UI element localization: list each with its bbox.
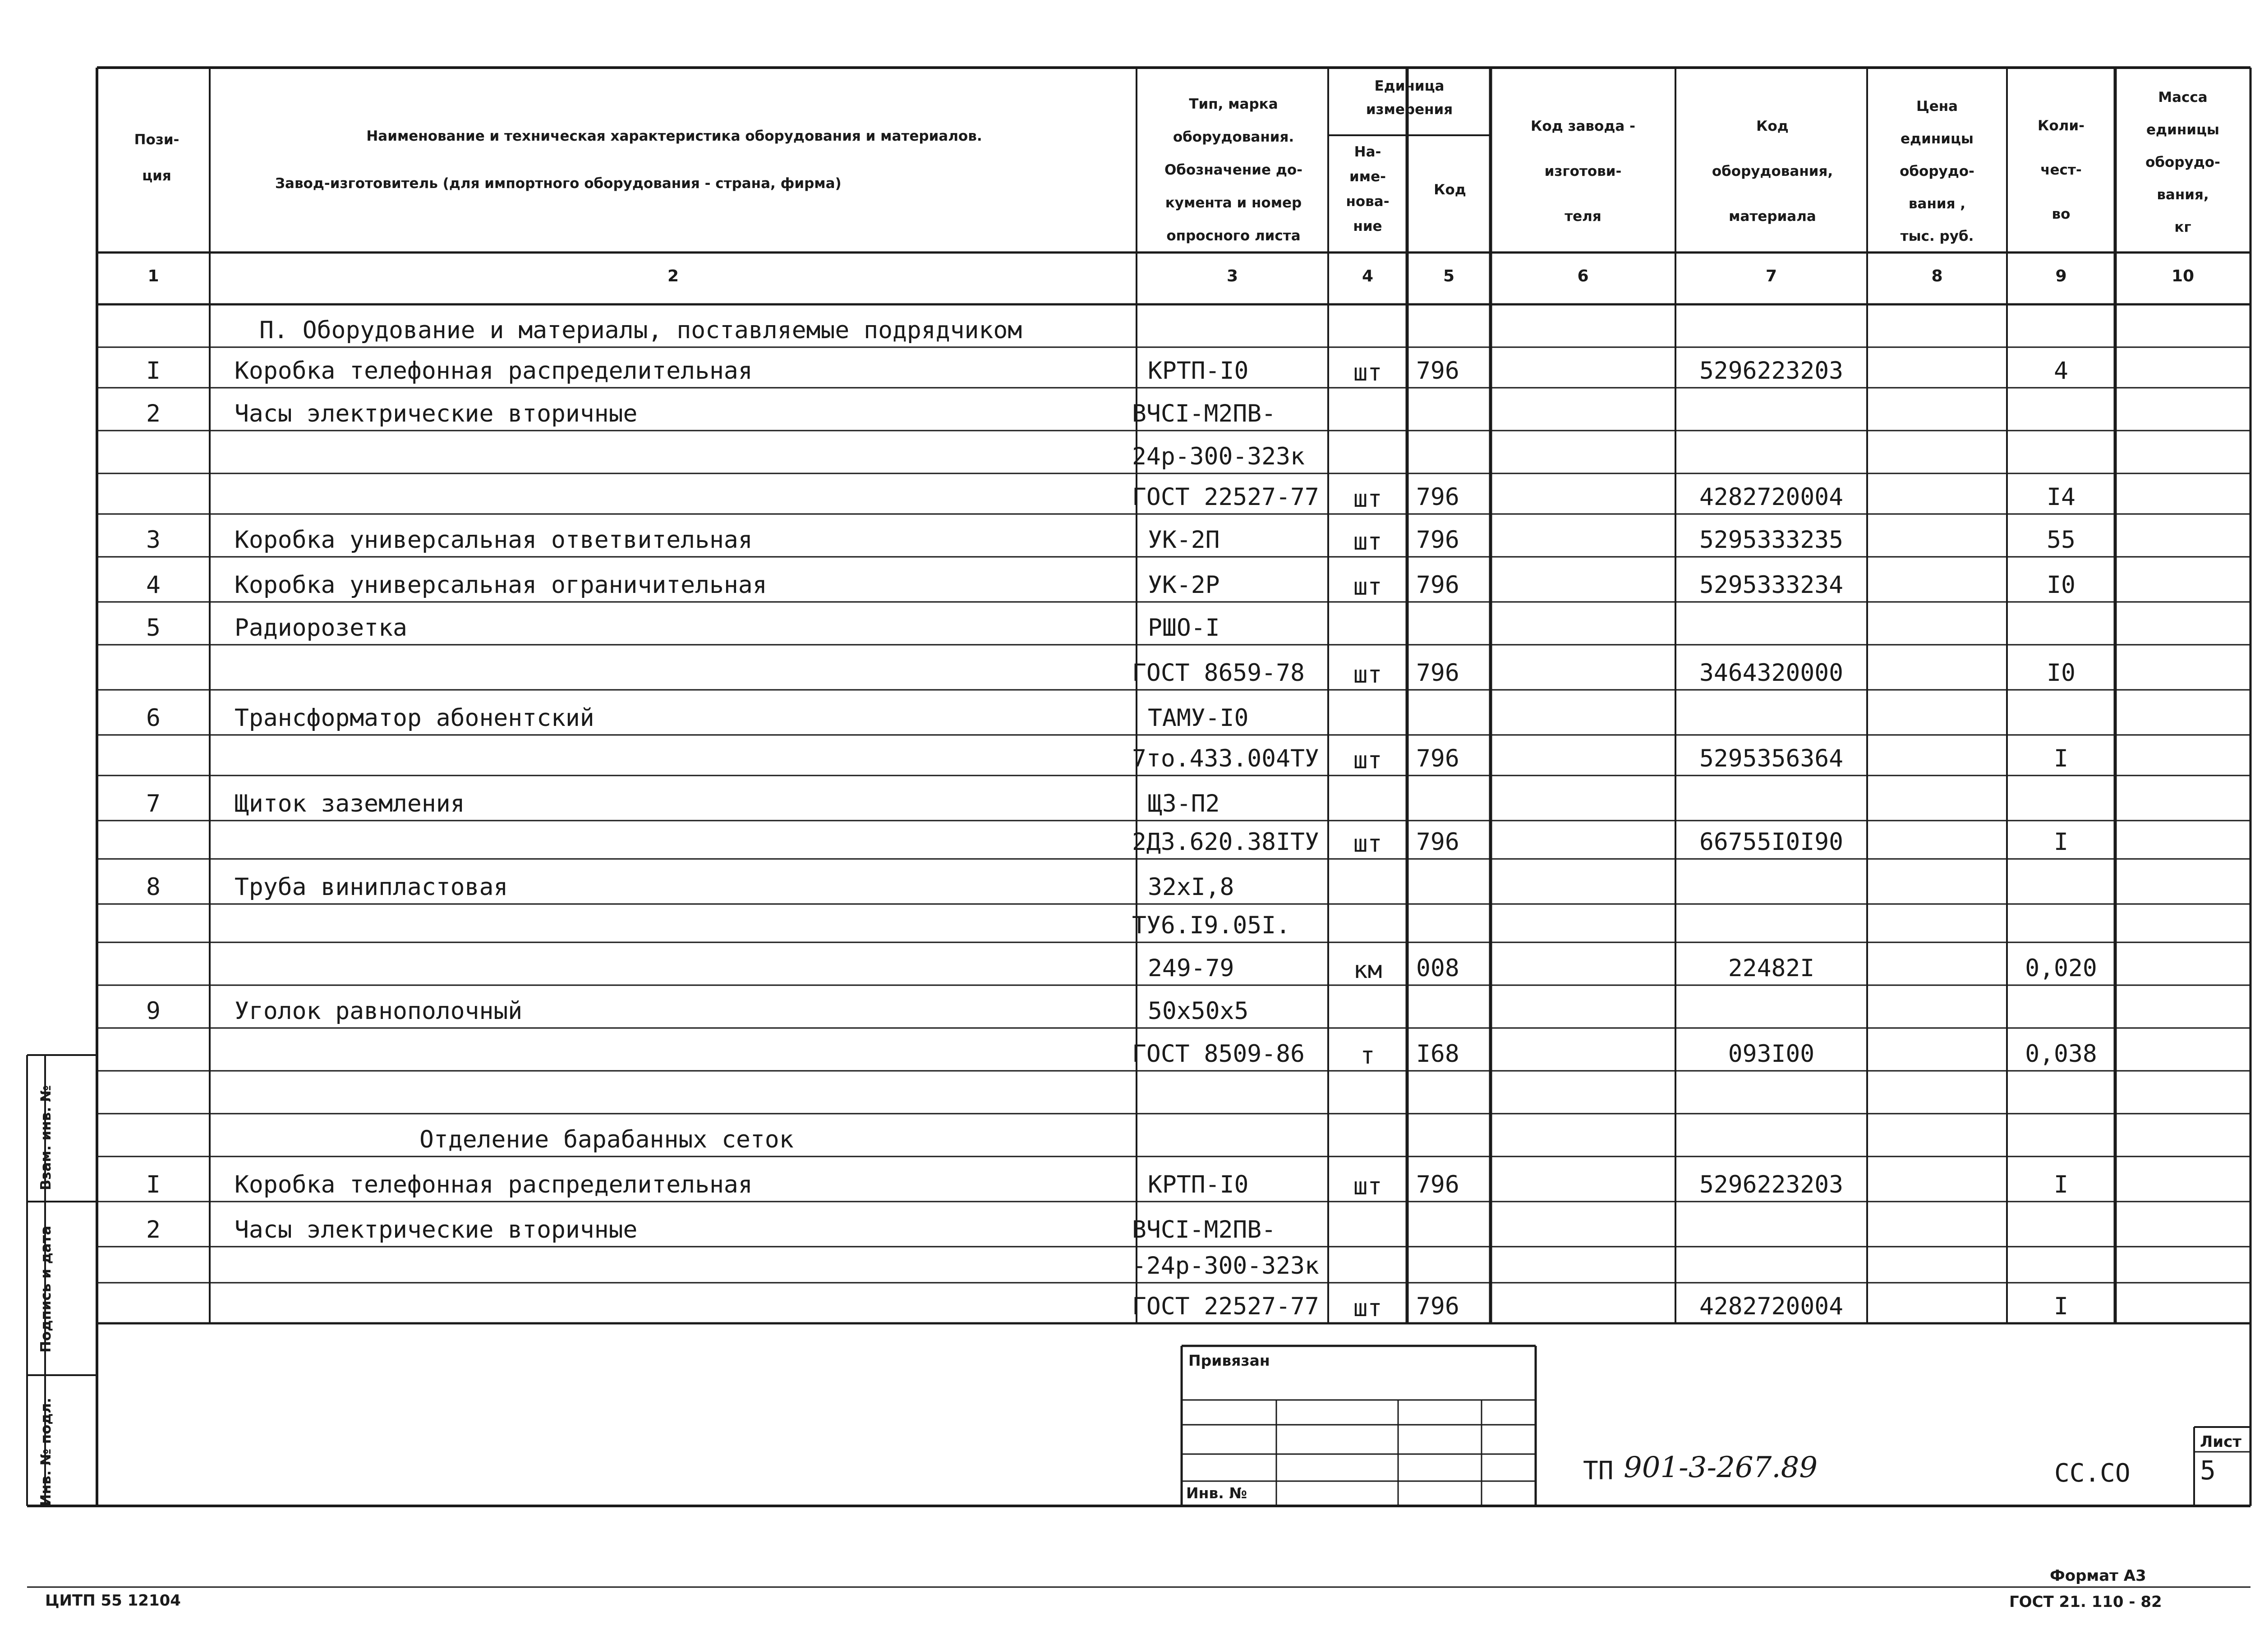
column-number: 8 <box>1931 267 1943 285</box>
header-col10-line: Масса <box>2158 89 2208 106</box>
row-type: -24р-300-323к <box>1132 1252 1319 1280</box>
header-col10-line: кг <box>2174 219 2191 235</box>
row-material-code: 5295356364 <box>1699 745 1844 772</box>
header-col9 <box>2007 104 2115 236</box>
column-number: 7 <box>1765 267 1777 285</box>
row-type: 24р-300-323к <box>1132 443 1305 470</box>
row-name: Уголок равнополочный <box>235 997 523 1025</box>
row-name: Часы электрические вторичные <box>235 400 638 427</box>
header-col6-line: Код завода - <box>1531 118 1635 134</box>
row-position: 3 <box>146 526 161 554</box>
header-col10-line: единицы <box>2146 122 2219 138</box>
header-col2-line: Наименование и техническая характеристика оборудования и материалов. <box>366 128 982 144</box>
row-name: Трансформатор абонентский <box>235 704 594 732</box>
header-col1 <box>104 122 210 194</box>
row-unit: шт <box>1353 359 1382 386</box>
header-col1-line: Пози- <box>134 132 179 148</box>
row-name: Коробка универсальная ограничительная <box>235 571 767 599</box>
header-col10 <box>2117 81 2248 243</box>
stamp-doc-number: 901-3-267.89 <box>1624 1451 1818 1484</box>
row-position: 9 <box>146 997 161 1025</box>
row-material-code: 66755I0I90 <box>1699 828 1844 856</box>
row-unit: шт <box>1353 747 1382 774</box>
header-col2-line: Завод-изготовитель (для импортного оборудования - страна, фирма) <box>275 175 842 192</box>
row-position: 2 <box>146 400 161 427</box>
side-label-podpis-data: Подпись и дата <box>38 1225 54 1353</box>
column-number: 6 <box>1577 267 1589 285</box>
header-col6 <box>1491 104 1675 239</box>
row-material-code: 5295333234 <box>1699 571 1844 599</box>
header-unit-group <box>1330 74 1488 121</box>
header-col9-line: чест- <box>2040 162 2082 178</box>
row-unit-code: I68 <box>1416 1040 1459 1068</box>
row-quantity: 4 <box>2054 357 2068 385</box>
row-type: 32хI,8 <box>1148 873 1234 901</box>
row-unit: шт <box>1353 485 1382 513</box>
header-col5: Код <box>1434 182 1466 198</box>
header-col3-line: Обозначение до- <box>1164 162 1303 178</box>
row-name: Отделение барабанных сеток <box>419 1126 794 1153</box>
row-unit-code: 796 <box>1416 571 1459 599</box>
row-unit-code: 008 <box>1416 954 1459 982</box>
row-name: Коробка телефонная распределительная <box>235 357 753 385</box>
row-material-code: 5296223203 <box>1699 357 1844 385</box>
header-col2 <box>212 113 1137 207</box>
stamp-inv-number: Инв. № <box>1186 1484 1247 1502</box>
row-unit-code: 796 <box>1416 1293 1459 1320</box>
row-unit: шт <box>1353 1173 1382 1200</box>
header-col6-line: изготови- <box>1544 163 1622 179</box>
row-quantity: I0 <box>2047 659 2076 687</box>
header-col4-line: име- <box>1349 169 1386 185</box>
row-type: 50х50х5 <box>1148 997 1249 1025</box>
header-col1-line: ция <box>142 168 171 184</box>
row-unit-code: 796 <box>1416 745 1459 772</box>
row-material-code: 5296223203 <box>1699 1171 1844 1198</box>
header-col10-line: оборудо- <box>2145 154 2220 170</box>
row-material-code: 22482I <box>1728 954 1815 982</box>
stamp-sheet-number: 5 <box>2200 1455 2216 1486</box>
row-type: УК-2П <box>1148 526 1220 554</box>
row-type: ВЧСI-М2ПВ- <box>1132 400 1276 427</box>
header-col4-line: ние <box>1353 218 1382 234</box>
row-type: ГОСТ 8659-78 <box>1132 659 1305 687</box>
row-type: ГОСТ 8509-86 <box>1132 1040 1305 1068</box>
row-unit: км <box>1353 956 1382 984</box>
header-col7-line: материала <box>1729 208 1816 225</box>
header-col8-line: вания , <box>1908 196 1966 212</box>
row-name: Радиорозетка <box>235 614 407 642</box>
row-position: 5 <box>146 614 161 642</box>
header-col9-line: Коли- <box>2038 118 2085 134</box>
row-unit: шт <box>1353 528 1382 555</box>
header-col4 <box>1328 140 1407 239</box>
row-type: ГОСТ 22527-77 <box>1132 1293 1319 1320</box>
row-position: 4 <box>146 571 161 599</box>
row-name: Часы электрические вторичные <box>235 1216 638 1244</box>
row-type: ГОСТ 22527-77 <box>1132 483 1319 511</box>
header-col7 <box>1678 104 1867 239</box>
header-col3-line: Тип, марка <box>1189 96 1278 112</box>
row-type: ТАМУ-I0 <box>1148 704 1249 732</box>
row-type: РШО-I <box>1148 614 1220 642</box>
row-type: КРТП-I0 <box>1148 357 1249 385</box>
row-name: Коробка телефонная распределительная <box>235 1171 753 1198</box>
row-quantity: 55 <box>2047 526 2076 554</box>
row-unit-code: 796 <box>1416 1171 1459 1198</box>
row-unit: т <box>1360 1042 1375 1069</box>
row-type: ВЧСI-М2ПВ- <box>1132 1216 1276 1244</box>
stamp-doc-suffix: СС.СО <box>2054 1459 2131 1488</box>
row-position: I <box>146 1171 161 1198</box>
row-unit: шт <box>1353 830 1382 858</box>
column-number: 4 <box>1362 267 1374 285</box>
row-quantity: I <box>2054 745 2068 772</box>
header-col9-line: во <box>2052 206 2071 222</box>
header-col8-line: единицы <box>1901 131 1974 147</box>
row-quantity: I <box>2054 1171 2068 1198</box>
row-type: ЩЗ-П2 <box>1148 790 1220 817</box>
header-col3-line: оборудования. <box>1173 129 1294 145</box>
header-col6-line: теля <box>1565 208 1602 225</box>
footer-code: ЦИТП 55 12104 <box>45 1592 181 1610</box>
row-position: 2 <box>146 1216 161 1244</box>
stamp-doc-prefix: ТП <box>1583 1456 1614 1486</box>
row-quantity: I0 <box>2047 571 2076 599</box>
row-type: 249-79 <box>1148 954 1234 982</box>
side-label-vzam-inv: Взам. инв. № <box>38 1085 54 1190</box>
header-col7-line: Код <box>1756 118 1789 134</box>
header-unit-line: измерения <box>1366 101 1453 118</box>
header-col7-line: оборудования, <box>1712 163 1833 179</box>
row-type: КРТП-I0 <box>1148 1171 1249 1198</box>
row-type: 7то.433.004ТУ <box>1132 745 1319 772</box>
row-name: Труба винипластовая <box>235 873 508 901</box>
row-unit-code: 796 <box>1416 659 1459 687</box>
row-type: 2ДЗ.620.38IТУ <box>1132 828 1319 856</box>
stamp-sheet-label: Лист <box>2200 1433 2241 1451</box>
header-col8-line: оборудо- <box>1900 163 1974 179</box>
row-quantity: I <box>2054 828 2068 856</box>
column-number: 1 <box>147 267 159 285</box>
header-col8-line: Цена <box>1916 98 1958 115</box>
header-col10-line: вания, <box>2157 187 2209 203</box>
header-col3-line: кумента и номер <box>1165 195 1302 211</box>
row-material-code: 4282720004 <box>1699 483 1844 511</box>
column-number: 2 <box>667 267 679 285</box>
row-type: ТУ6.I9.05I. <box>1132 912 1290 939</box>
row-unit-code: 796 <box>1416 526 1459 554</box>
row-position: 8 <box>146 873 161 901</box>
row-unit-code: 796 <box>1416 828 1459 856</box>
column-number: 10 <box>2171 267 2195 285</box>
row-unit-code: 796 <box>1416 483 1459 511</box>
header-col8 <box>1869 90 2005 252</box>
column-number: 9 <box>2055 267 2067 285</box>
column-number: 5 <box>1443 267 1455 285</box>
header-col3 <box>1139 88 1328 252</box>
row-material-code: 4282720004 <box>1699 1293 1844 1320</box>
side-label-inv-podl: Инв. № подл. <box>38 1398 54 1506</box>
row-unit-code: 796 <box>1416 357 1459 385</box>
header-col8-line: тыс. руб. <box>1900 228 1974 244</box>
row-quantity: I <box>2054 1293 2068 1320</box>
header-col4-line: нова- <box>1346 193 1390 210</box>
row-material-code: 5295333235 <box>1699 526 1844 554</box>
column-number: 3 <box>1226 267 1238 285</box>
row-name: Коробка универсальная ответвительная <box>235 526 753 554</box>
footer-gost: ГОСТ 21. 110 - 82 <box>2009 1593 2162 1611</box>
row-quantity: I4 <box>2047 483 2076 511</box>
row-unit: шт <box>1353 573 1382 601</box>
stamp-privyazan: Привязан <box>1188 1352 1270 1369</box>
row-material-code: 3464320000 <box>1699 659 1844 687</box>
row-unit: шт <box>1353 661 1382 688</box>
header-col4-line: На- <box>1354 144 1381 160</box>
row-position: 7 <box>146 790 161 817</box>
row-material-code: 093I00 <box>1728 1040 1815 1068</box>
footer-format: Формат А3 <box>2050 1567 2146 1585</box>
row-type: УК-2Р <box>1148 571 1220 599</box>
row-quantity: 0,020 <box>2025 954 2097 982</box>
row-quantity: 0,038 <box>2025 1040 2097 1068</box>
row-position: I <box>146 357 161 385</box>
header-col3-line: опросного листа <box>1166 228 1301 244</box>
row-name: Щиток заземления <box>235 790 465 817</box>
row-position: 6 <box>146 704 161 732</box>
row-unit: шт <box>1353 1294 1382 1322</box>
row-name: П. Оборудование и материалы, поставляемые подрядчиком <box>259 317 1022 344</box>
header-unit-line: Единица <box>1374 78 1445 94</box>
